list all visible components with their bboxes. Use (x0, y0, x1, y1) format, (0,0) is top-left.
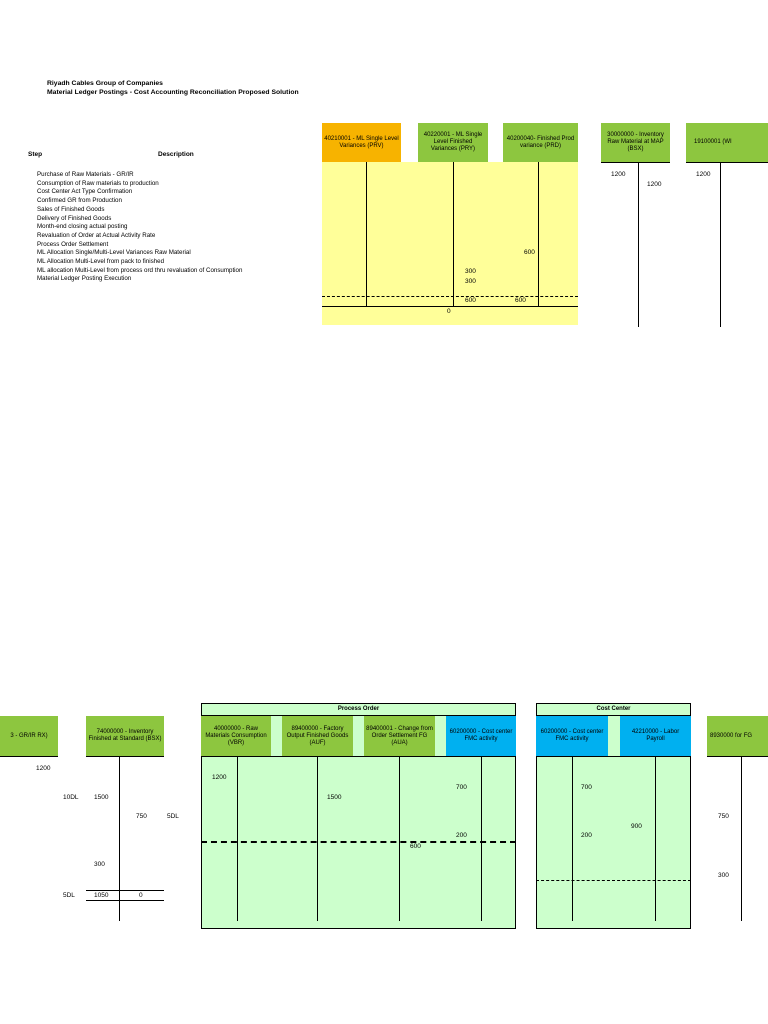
step-description: Cost Center Act Type Confirmation (37, 188, 133, 196)
step-description: Material Ledger Posting Execution (37, 275, 132, 283)
step-description: Month-end closing actual posting (37, 223, 128, 231)
company-name: Riyadh Cables Group of Companies (47, 80, 163, 87)
fg-change-account-header: 8930000 for FG (707, 716, 768, 756)
cost-center-dashed-rule (536, 880, 691, 881)
fmc1-value-700: 700 (456, 784, 467, 791)
prd-t-line (538, 162, 539, 307)
fg-debit-300: 300 (94, 861, 105, 868)
fg-change-t-top (707, 756, 768, 757)
fmc-activity-header-2: 60200000 - Cost center FMC activity (536, 716, 608, 756)
pry-account-header: 40220001 - ML Single Level Finished Variances (PRY) (418, 123, 488, 162)
step-description: ML Allocation Single/Multi-Level Variances Raw Material (37, 249, 191, 257)
fg-change-value-300: 300 (718, 872, 729, 879)
step-description: Process Order Settlement (37, 240, 109, 248)
bsx-raw-account-header: 30000000 - Inventory Raw Material at MAP (BSX) (601, 123, 670, 162)
fmc2-t-line (572, 756, 573, 921)
vbr-value-1200: 1200 (212, 774, 227, 781)
prv-t-line (366, 162, 367, 307)
grir-account-header: 3 - GR/IR RX) (0, 716, 58, 756)
label-10dl: 10DL (63, 794, 79, 801)
vbr-account-header: 40000000 - Raw Materials Consumption (VBR) (201, 716, 271, 756)
fmc2-value-700: 700 (581, 784, 592, 791)
fg-change-t-line (741, 756, 742, 921)
aua-t-line (399, 756, 400, 921)
prv-account-header: 40210001 - ML Single Level Variances (PRV) (322, 123, 401, 162)
aua-account-header: 89400001 - Change from Order Settlement FG (AUA) (364, 716, 435, 756)
auf-account-header: 89400000 - Factory Output Finished Goods (AUF) (282, 716, 353, 756)
bsx-raw-debit-1200: 1200 (611, 171, 626, 178)
label-5dl-b: 5DL (63, 892, 75, 899)
process-order-title: Process Order (201, 703, 516, 716)
vbr-t-line (237, 756, 238, 921)
step-description: ML allocation Multi-Level from process ord thru revaluation of Consumption (37, 266, 243, 274)
bsx-raw-credit-1200: 1200 (647, 181, 662, 188)
prd-account-header: 40200040- Finished Prod variance (PRD) (503, 123, 578, 162)
step-description: Purchase of Raw Materials - GR/IR (37, 171, 134, 178)
grir-t-top (0, 756, 58, 757)
fg-total-rule (86, 890, 164, 891)
labor-value-900: 900 (631, 823, 642, 830)
step-description: Revaluation of Order at Actual Activity Rate (37, 231, 156, 239)
prd-total-600: 600 (515, 297, 526, 304)
fg-change-value-750: 750 (718, 813, 729, 820)
fmc2-value-200: 200 (581, 832, 592, 839)
description-column-header: Description (158, 151, 194, 158)
fg-balance-0: 0 (139, 892, 143, 899)
process-order-t-top (201, 756, 516, 757)
step-description: Delivery of Finished Goods (37, 214, 112, 222)
labor-t-line (655, 756, 656, 921)
fg-total-1050: 1050 (94, 892, 109, 899)
fg-total-rule-2 (86, 900, 164, 901)
top-total-rule (322, 306, 578, 307)
step-description: Confirmed GR from Production (37, 197, 122, 205)
wip-t-top (686, 162, 768, 163)
step-description: Consumption of Raw materials to production (37, 179, 159, 187)
grir-value-1200: 1200 (36, 765, 51, 772)
fg-debit-1500: 1500 (94, 794, 109, 801)
process-order-dashed-rule (201, 841, 516, 843)
step-column-header: Step (28, 151, 43, 158)
pry-value-300-a: 300 (465, 268, 476, 275)
aua-value-600: 600 (410, 843, 421, 850)
step-description: ML Allocation Multi-Level from pack to finished (37, 258, 165, 265)
variance-balance-zero: 0 (447, 308, 451, 315)
wip-t-line (720, 162, 721, 327)
prd-value-600: 600 (524, 249, 535, 256)
fmc-activity-header-1: 60200000 - Cost center FMC activity (446, 716, 516, 756)
pry-total-600: 600 (465, 297, 476, 304)
wip-debit-1200: 1200 (696, 171, 711, 178)
step-description: Sales of Finished Goods (37, 205, 105, 213)
fg-inventory-t-line (119, 756, 120, 921)
ml-variance-area (322, 162, 578, 325)
top-dashed-rule (322, 296, 578, 297)
fmc1-t-line (481, 756, 482, 921)
labor-payroll-header: 42210000 - Labor Payroll (620, 716, 691, 756)
cost-center-t-top (536, 756, 691, 757)
bsx-raw-t-line (638, 162, 639, 327)
page-subtitle: Material Ledger Postings - Cost Accounting Reconciliation Proposed Solution (47, 89, 299, 96)
bsx-raw-t-top (601, 162, 670, 163)
fg-inventory-t-top (86, 756, 164, 757)
fg-credit-750: 750 (136, 813, 147, 820)
cost-center-title: Cost Center (536, 703, 691, 716)
pry-value-300-b: 300 (465, 278, 476, 285)
pry-t-line (453, 162, 454, 307)
wip-account-header: 19100001 (WI (686, 123, 768, 162)
auf-value-1500: 1500 (327, 794, 342, 801)
fmc1-value-200: 200 (456, 832, 467, 839)
auf-t-line (317, 756, 318, 921)
label-5dl-a: 5DL (167, 813, 179, 820)
fg-inventory-header: 74000000 - Inventory Finished at Standard (BSX) (86, 716, 164, 756)
